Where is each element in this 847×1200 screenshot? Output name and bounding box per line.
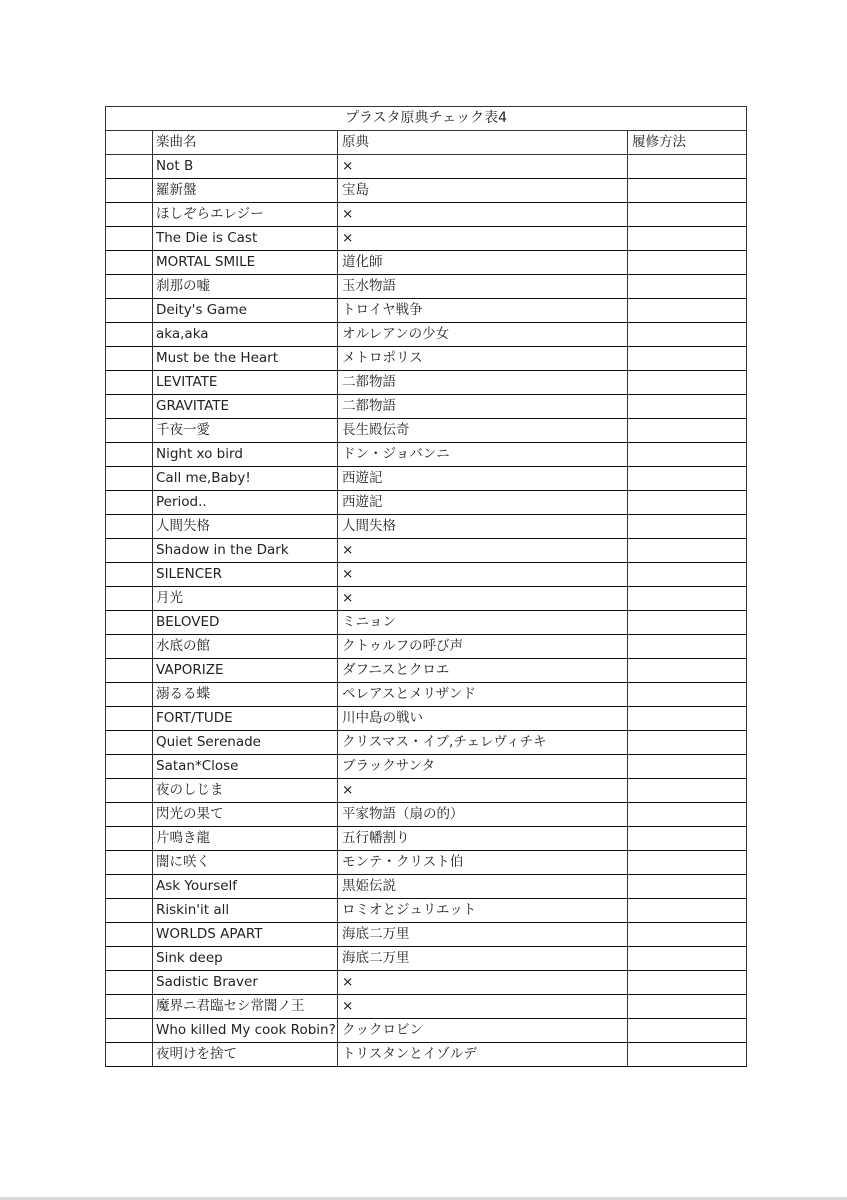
table-row	[106, 347, 747, 371]
song-title-cell: FORT/TUDE	[153, 707, 338, 731]
source-cell: クトゥルフの呼び声	[338, 635, 628, 659]
study-method-cell	[628, 611, 747, 635]
study-method-cell	[628, 491, 747, 515]
row-number-cell	[106, 467, 153, 491]
row-number-cell	[106, 275, 153, 299]
table-row	[106, 923, 747, 947]
song-title-cell: Sink deep	[153, 947, 338, 971]
song-title-cell: 月光	[153, 587, 338, 611]
source-cell: 道化師	[338, 251, 628, 275]
song-title-cell: Night xo bird	[153, 443, 338, 467]
source-cell: メトロポリス	[338, 347, 628, 371]
table-row	[106, 779, 747, 803]
source-cell: 玉水物語	[338, 275, 628, 299]
study-method-cell	[628, 419, 747, 443]
song-title-cell: 溺るる蝶	[153, 683, 338, 707]
row-number-cell	[106, 803, 153, 827]
study-method-cell	[628, 923, 747, 947]
row-number-cell	[106, 419, 153, 443]
study-method-cell	[628, 635, 747, 659]
study-method-cell	[628, 971, 747, 995]
song-title-cell: 水底の館	[153, 635, 338, 659]
source-cell: 二都物語	[338, 395, 628, 419]
row-number-cell	[106, 707, 153, 731]
row-number-cell	[106, 347, 153, 371]
row-number-cell	[106, 611, 153, 635]
study-method-cell	[628, 467, 747, 491]
song-title-cell: ほしぞらエレジー	[153, 203, 338, 227]
song-title-cell: 夜明けを捨て	[153, 1043, 338, 1067]
row-number-cell	[106, 947, 153, 971]
row-number-cell	[106, 1043, 153, 1067]
source-cell: ×	[338, 971, 628, 995]
study-method-cell	[628, 203, 747, 227]
source-cell: ×	[338, 227, 628, 251]
study-method-cell	[628, 803, 747, 827]
study-method-cell	[628, 587, 747, 611]
study-method-cell	[628, 299, 747, 323]
source-cell: ドン・ジョバンニ	[338, 443, 628, 467]
row-number-cell	[106, 995, 153, 1019]
row-number-cell	[106, 755, 153, 779]
source-cell: ×	[338, 779, 628, 803]
source-cell: 海底二万里	[338, 947, 628, 971]
source-cell: ×	[338, 155, 628, 179]
source-cell: ×	[338, 539, 628, 563]
song-title-cell: Period..	[153, 491, 338, 515]
table-row	[106, 539, 747, 563]
table-row	[106, 371, 747, 395]
table-row	[106, 395, 747, 419]
table-row	[106, 299, 747, 323]
table-row	[106, 995, 747, 1019]
table-row	[106, 731, 747, 755]
source-cell: ×	[338, 563, 628, 587]
table-row	[106, 155, 747, 179]
study-method-cell	[628, 347, 747, 371]
study-method-cell	[628, 875, 747, 899]
study-method-cell	[628, 443, 747, 467]
row-number-cell	[106, 155, 153, 179]
source-cell: 黒姫伝説	[338, 875, 628, 899]
table-row	[106, 707, 747, 731]
source-cell: クリスマス・イブ,チェレヴィチキ	[338, 731, 628, 755]
source-cell: 人間失格	[338, 515, 628, 539]
source-cell: ペレアスとメリザンド	[338, 683, 628, 707]
study-method-cell	[628, 515, 747, 539]
study-method-cell	[628, 707, 747, 731]
study-method-cell	[628, 659, 747, 683]
song-title-cell: Must be the Heart	[153, 347, 338, 371]
check-table-body	[106, 107, 747, 1067]
row-number-cell	[106, 515, 153, 539]
row-number-cell	[106, 635, 153, 659]
table-row	[106, 971, 747, 995]
row-number-cell	[106, 491, 153, 515]
row-number-cell	[106, 251, 153, 275]
study-method-cell	[628, 227, 747, 251]
study-method-cell	[628, 275, 747, 299]
source-cell: 二都物語	[338, 371, 628, 395]
song-title-cell: 刹那の嘘	[153, 275, 338, 299]
row-number-cell	[106, 227, 153, 251]
source-cell: 西遊記	[338, 467, 628, 491]
table-row	[106, 419, 747, 443]
study-method-cell	[628, 251, 747, 275]
row-number-cell	[106, 971, 153, 995]
song-title-cell: Sadistic Braver	[153, 971, 338, 995]
table-row	[106, 179, 747, 203]
table-row	[106, 1043, 747, 1067]
song-title-cell: 人間失格	[153, 515, 338, 539]
study-method-cell	[628, 683, 747, 707]
row-number-cell	[106, 875, 153, 899]
study-method-cell	[628, 899, 747, 923]
table-row	[106, 203, 747, 227]
source-cell: 海底二万里	[338, 923, 628, 947]
table-row	[106, 947, 747, 971]
table-row	[106, 563, 747, 587]
study-method-cell	[628, 755, 747, 779]
row-number-cell	[106, 299, 153, 323]
source-cell: トロイヤ戦争	[338, 299, 628, 323]
row-number-cell	[106, 587, 153, 611]
table-row	[106, 635, 747, 659]
table-row	[106, 275, 747, 299]
source-cell: 長生殿伝奇	[338, 419, 628, 443]
song-title-cell: LEVITATE	[153, 371, 338, 395]
table-row	[106, 491, 747, 515]
table-row	[106, 227, 747, 251]
source-cell: 五行幡割り	[338, 827, 628, 851]
song-title-cell: WORLDS APART	[153, 923, 338, 947]
song-title-cell: Deity's Game	[153, 299, 338, 323]
song-title-cell: Shadow in the Dark	[153, 539, 338, 563]
source-cell: 平家物語（扇の的）	[338, 803, 628, 827]
study-method-cell	[628, 827, 747, 851]
study-method-cell	[628, 539, 747, 563]
row-number-cell	[106, 539, 153, 563]
song-title-cell: The Die is Cast	[153, 227, 338, 251]
table-row	[106, 515, 747, 539]
source-cell: 宝島	[338, 179, 628, 203]
song-title-cell: 片鳴き龍	[153, 827, 338, 851]
table-row	[106, 683, 747, 707]
table-row	[106, 251, 747, 275]
table-row	[106, 611, 747, 635]
source-cell: ブラックサンタ	[338, 755, 628, 779]
source-cell: ×	[338, 203, 628, 227]
header-source: 原典	[338, 131, 628, 155]
study-method-cell	[628, 1019, 747, 1043]
song-title-cell: Riskin'it all	[153, 899, 338, 923]
song-title-cell: Quiet Serenade	[153, 731, 338, 755]
source-cell: 川中島の戦い	[338, 707, 628, 731]
row-number-cell	[106, 731, 153, 755]
study-method-cell	[628, 371, 747, 395]
table-title: プラスタ原典チェック表4	[106, 107, 747, 131]
study-method-cell	[628, 947, 747, 971]
source-cell: ダフニスとクロエ	[338, 659, 628, 683]
study-method-cell	[628, 323, 747, 347]
song-title-cell: 千夜一愛	[153, 419, 338, 443]
study-method-cell	[628, 155, 747, 179]
song-title-cell: VAPORIZE	[153, 659, 338, 683]
song-title-cell: Call me,Baby!	[153, 467, 338, 491]
song-title-cell: Ask Yourself	[153, 875, 338, 899]
source-cell: ミニョン	[338, 611, 628, 635]
header-number	[106, 131, 153, 155]
song-title-cell: BELOVED	[153, 611, 338, 635]
study-method-cell	[628, 1043, 747, 1067]
source-cell: クックロビン	[338, 1019, 628, 1043]
song-title-cell: aka,aka	[153, 323, 338, 347]
header-song-title: 楽曲名	[153, 131, 338, 155]
table-row	[106, 899, 747, 923]
study-method-cell	[628, 995, 747, 1019]
song-title-cell: Not B	[153, 155, 338, 179]
table-row	[106, 467, 747, 491]
table-row	[106, 1019, 747, 1043]
song-title-cell: 閃光の果て	[153, 803, 338, 827]
row-number-cell	[106, 443, 153, 467]
song-title-cell: MORTAL SMILE	[153, 251, 338, 275]
song-title-cell: Who killed My cook Robin?	[153, 1019, 338, 1043]
source-cell: ×	[338, 587, 628, 611]
song-title-cell: 夜のしじま	[153, 779, 338, 803]
song-title-cell: 魔界ニ君臨セシ常闇ノ王	[153, 995, 338, 1019]
row-number-cell	[106, 563, 153, 587]
row-number-cell	[106, 659, 153, 683]
row-number-cell	[106, 827, 153, 851]
source-cell: モンテ・クリスト伯	[338, 851, 628, 875]
table-row	[106, 443, 747, 467]
source-cell: 西遊記	[338, 491, 628, 515]
song-title-cell: 羅新盤	[153, 179, 338, 203]
row-number-cell	[106, 371, 153, 395]
song-title-cell: Satan*Close	[153, 755, 338, 779]
song-title-cell: 闇に咲く	[153, 851, 338, 875]
row-number-cell	[106, 203, 153, 227]
header-study-method: 履修方法	[628, 131, 747, 155]
table-row	[106, 755, 747, 779]
song-title-cell: SILENCER	[153, 563, 338, 587]
source-cell: トリスタンとイゾルデ	[338, 1043, 628, 1067]
row-number-cell	[106, 851, 153, 875]
study-method-cell	[628, 851, 747, 875]
row-number-cell	[106, 899, 153, 923]
study-method-cell	[628, 779, 747, 803]
table-title-row	[106, 107, 747, 131]
study-method-cell	[628, 179, 747, 203]
table-row	[106, 803, 747, 827]
source-cell: ロミオとジュリエット	[338, 899, 628, 923]
row-number-cell	[106, 1019, 153, 1043]
row-number-cell	[106, 683, 153, 707]
table-row	[106, 875, 747, 899]
check-table	[105, 106, 747, 1067]
study-method-cell	[628, 395, 747, 419]
table-row	[106, 659, 747, 683]
source-cell: オルレアンの少女	[338, 323, 628, 347]
row-number-cell	[106, 323, 153, 347]
study-method-cell	[628, 731, 747, 755]
row-number-cell	[106, 179, 153, 203]
table-header-row	[106, 131, 747, 155]
table-row	[106, 323, 747, 347]
table-row	[106, 851, 747, 875]
table-row	[106, 827, 747, 851]
row-number-cell	[106, 779, 153, 803]
study-method-cell	[628, 563, 747, 587]
row-number-cell	[106, 395, 153, 419]
row-number-cell	[106, 923, 153, 947]
table-row	[106, 587, 747, 611]
song-title-cell: GRAVITATE	[153, 395, 338, 419]
source-cell: ×	[338, 995, 628, 1019]
